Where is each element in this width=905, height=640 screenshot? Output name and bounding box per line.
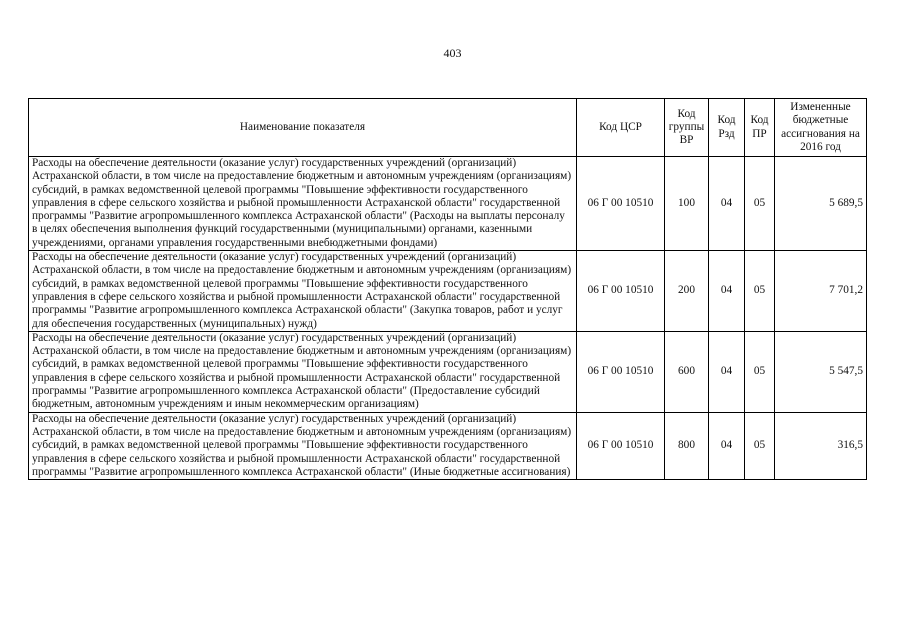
row-csr: 06 Г 00 10510 <box>577 251 665 332</box>
row-name: Расходы на обеспечение деятельности (оказание услуг) государственных учреждений (организаций) Астраханской области, в том числе на предоставление бюджетным и автономным учреждениям (организациям) субсидий, в рамках ведомственной целевой программы "Повышение эффективности государственного управления в сфере сельского хозяйства и рыбной промышленности Астраханской области" государственной программы "Развитие агропромышленного комплекса Астраханской области" (Закупка товаров, работ и услуг для обеспечения государственных (муниципальных) нужд) <box>29 251 577 332</box>
row-vr: 100 <box>665 157 709 251</box>
row-amount: 5 689,5 <box>775 157 867 251</box>
row-csr: 06 Г 00 10510 <box>577 157 665 251</box>
row-vr: 600 <box>665 331 709 412</box>
row-amount: 5 547,5 <box>775 331 867 412</box>
row-rzd: 04 <box>709 157 745 251</box>
row-vr: 200 <box>665 251 709 332</box>
page-number: 403 <box>443 46 462 60</box>
table-row <box>29 331 867 412</box>
row-pr: 05 <box>745 412 775 479</box>
header-vr: Код группы ВР <box>665 99 709 157</box>
row-rzd: 04 <box>709 412 745 479</box>
row-amount: 316,5 <box>775 412 867 479</box>
row-name: Расходы на обеспечение деятельности (оказание услуг) государственных учреждений (организаций) Астраханской области, в том числе на предоставление бюджетным и автономным учреждениям (организациям) субсидий, в рамках ведомственной целевой программы "Повышение эффективности государственного управления в сфере сельского хозяйства и рыбной промышленности Астраханской области" государственной программы "Развитие агропромышленного комплекса Астраханской области" (Расходы на выплаты персоналу в целях обеспечения выполнения функций государственными (муниципальными) органами, казенными учреждениями, органами управления государственными внебюджетными фондами) <box>29 157 577 251</box>
row-pr: 05 <box>745 251 775 332</box>
table-row <box>29 251 867 332</box>
table-header-row <box>29 99 867 157</box>
row-vr: 800 <box>665 412 709 479</box>
table-row <box>29 412 867 479</box>
budget-table <box>28 98 867 480</box>
header-amount: Измененные бюджетные ассигнования на 2016 год <box>775 99 867 157</box>
header-rzd: Код Рзд <box>709 99 745 157</box>
header-pr: Код ПР <box>745 99 775 157</box>
row-csr: 06 Г 00 10510 <box>577 331 665 412</box>
header-name: Наименование показателя <box>29 99 577 157</box>
row-pr: 05 <box>745 157 775 251</box>
row-rzd: 04 <box>709 251 745 332</box>
row-rzd: 04 <box>709 331 745 412</box>
row-csr: 06 Г 00 10510 <box>577 412 665 479</box>
row-name: Расходы на обеспечение деятельности (оказание услуг) государственных учреждений (организаций) Астраханской области, в том числе на предоставление бюджетным и автономным учреждениям (организациям) субсидий, в рамках ведомственной целевой программы "Повышение эффективности государственного управления в сфере сельского хозяйства и рыбной промышленности Астраханской области" государственной программы "Развитие агропромышленного комплекса Астраханской области" (Предоставление субсидий бюджетным, автономным учреждениям и иным некоммерческим организациям) <box>29 331 577 412</box>
table-row <box>29 157 867 251</box>
row-pr: 05 <box>745 331 775 412</box>
row-amount: 7 701,2 <box>775 251 867 332</box>
row-name: Расходы на обеспечение деятельности (оказание услуг) государственных учреждений (организаций) Астраханской области, в том числе на предоставление бюджетным и автономным учреждениям (организациям) субсидий, в рамках ведомственной целевой программы "Повышение эффективности государственного управления в сфере сельского хозяйства и рыбной промышленности Астраханской области" государственной программы "Развитие агропромышленного комплекса Астраханской области" (Иные бюджетные ассигнования) <box>29 412 577 479</box>
header-csr: Код ЦСР <box>577 99 665 157</box>
